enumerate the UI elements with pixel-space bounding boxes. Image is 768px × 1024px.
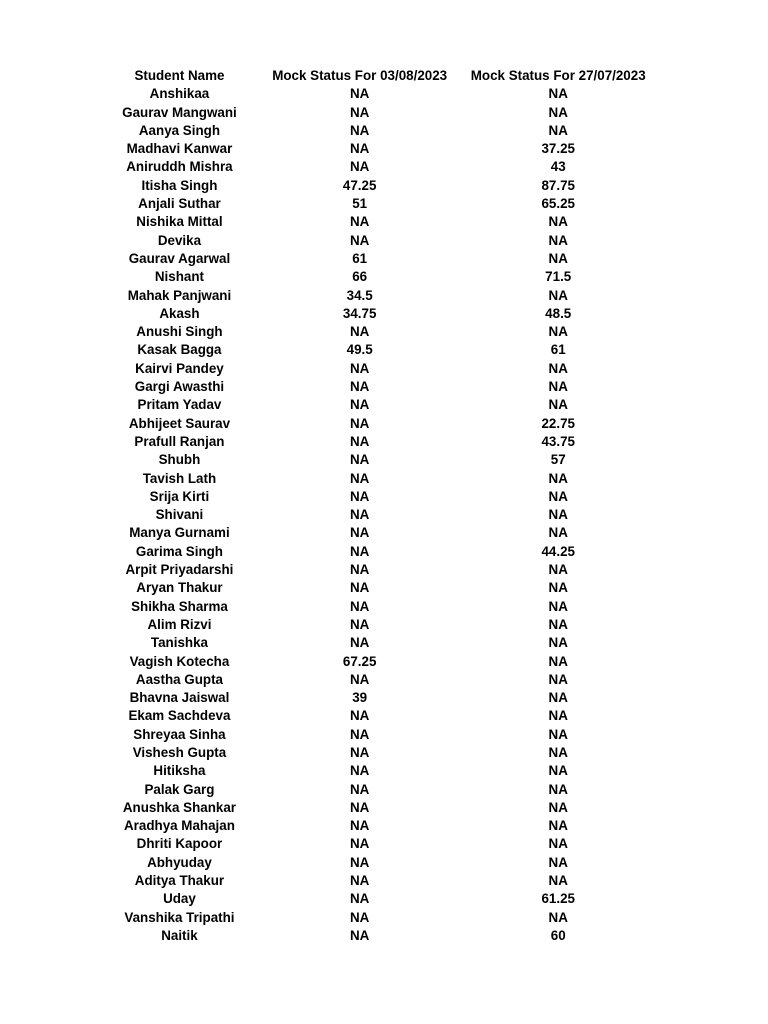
mock-status-27-07-2023-cell: NA bbox=[548, 763, 568, 779]
mock-status-27-07-2023-cell: NA bbox=[548, 799, 568, 815]
mock-status-03-08-2023-cell: 34.5 bbox=[346, 287, 373, 303]
student-name-cell: Dhriti Kapoor bbox=[136, 836, 223, 852]
mock-status-03-08-2023-cell: NA bbox=[349, 635, 370, 651]
student-name-cell: Shreyaa Sinha bbox=[133, 726, 226, 742]
table-row bbox=[98, 744, 658, 762]
table-row bbox=[98, 671, 658, 689]
table-row bbox=[98, 543, 658, 561]
table-body bbox=[98, 85, 658, 945]
header-student-name: Student Name bbox=[134, 68, 225, 83]
mock-status-27-07-2023-cell: NA bbox=[548, 122, 568, 138]
mock-status-03-08-2023-cell: NA bbox=[349, 379, 370, 395]
mock-status-27-07-2023-cell: 37.25 bbox=[541, 141, 575, 157]
table-row bbox=[98, 323, 658, 341]
mock-status-27-07-2023-cell: NA bbox=[548, 324, 568, 340]
student-name-cell: Palak Garg bbox=[144, 781, 215, 797]
student-name-cell: Vagish Kotecha bbox=[129, 653, 230, 669]
student-name-cell: Bhavna Jaiswal bbox=[129, 690, 230, 706]
mock-status-03-08-2023-cell: 66 bbox=[352, 269, 368, 285]
student-name-cell: Prafull Ranjan bbox=[134, 433, 225, 449]
mock-status-27-07-2023-cell: 61 bbox=[550, 342, 566, 358]
mock-status-03-08-2023-cell: NA bbox=[349, 360, 370, 376]
student-name-cell: Naitik bbox=[161, 927, 198, 943]
table-row bbox=[98, 598, 658, 616]
student-name-cell: Anjali Suthar bbox=[138, 196, 221, 212]
mock-status-03-08-2023-cell: NA bbox=[349, 799, 370, 815]
table-row bbox=[98, 817, 658, 835]
mock-status-27-07-2023-cell: 65.25 bbox=[541, 196, 575, 212]
table-row bbox=[98, 433, 658, 451]
table-row bbox=[98, 341, 658, 359]
table-row bbox=[98, 488, 658, 506]
mock-status-03-08-2023-cell: NA bbox=[349, 159, 370, 175]
mock-status-27-07-2023-cell: NA bbox=[548, 744, 568, 760]
mock-status-27-07-2023-cell: NA bbox=[548, 287, 568, 303]
table-row bbox=[98, 561, 658, 579]
table-row bbox=[98, 378, 658, 396]
mock-status-03-08-2023-cell: NA bbox=[349, 744, 370, 760]
table-row bbox=[98, 909, 658, 927]
mock-status-03-08-2023-cell: NA bbox=[349, 726, 370, 742]
table-row bbox=[98, 213, 658, 231]
student-name-cell: Vanshika Tripathi bbox=[124, 909, 235, 925]
mock-status-03-08-2023-cell: NA bbox=[349, 543, 370, 559]
table-row bbox=[98, 158, 658, 176]
mock-status-03-08-2023-cell: NA bbox=[349, 891, 370, 907]
mock-status-27-07-2023-cell: NA bbox=[548, 616, 568, 632]
mock-status-03-08-2023-cell: NA bbox=[349, 104, 370, 120]
table-row bbox=[98, 835, 658, 853]
mock-status-27-07-2023-cell: NA bbox=[548, 86, 568, 102]
mock-status-27-07-2023-cell: NA bbox=[548, 580, 568, 596]
student-name-cell: Anshikaa bbox=[149, 86, 210, 102]
mock-status-27-07-2023-cell: NA bbox=[548, 598, 568, 614]
mock-status-03-08-2023-cell: NA bbox=[349, 873, 370, 889]
mock-status-03-08-2023-cell: NA bbox=[349, 763, 370, 779]
mock-status-03-08-2023-cell: NA bbox=[349, 836, 370, 852]
table-row bbox=[98, 177, 658, 195]
mock-status-03-08-2023-cell: NA bbox=[349, 909, 370, 925]
mock-status-27-07-2023-cell: NA bbox=[548, 781, 568, 797]
student-name-cell: Garima Singh bbox=[135, 543, 223, 559]
table-row bbox=[98, 890, 658, 908]
table-row bbox=[98, 396, 658, 414]
mock-status-27-07-2023-cell: NA bbox=[548, 232, 568, 248]
table-row bbox=[98, 854, 658, 872]
mock-status-27-07-2023-cell: NA bbox=[548, 379, 568, 395]
mock-status-27-07-2023-cell: NA bbox=[548, 488, 568, 504]
table-row bbox=[98, 634, 658, 652]
table-row bbox=[98, 470, 658, 488]
student-name-cell: Mahak Panjwani bbox=[127, 287, 232, 303]
student-name-cell: Kairvi Pandey bbox=[135, 360, 224, 376]
student-name-cell: Arpit Priyadarshi bbox=[125, 562, 234, 578]
mock-status-27-07-2023-cell: NA bbox=[548, 836, 568, 852]
mock-status-03-08-2023-cell: NA bbox=[349, 580, 370, 596]
table-row bbox=[98, 232, 658, 250]
table-row bbox=[98, 140, 658, 158]
mock-status-27-07-2023-cell: NA bbox=[548, 360, 568, 376]
student-name-cell: Akash bbox=[159, 305, 200, 321]
mock-status-27-07-2023-cell: NA bbox=[548, 708, 568, 724]
mock-status-27-07-2023-cell: NA bbox=[548, 726, 568, 742]
mock-status-27-07-2023-cell: NA bbox=[548, 653, 568, 669]
mock-status-27-07-2023-cell: NA bbox=[548, 250, 568, 266]
mock-status-27-07-2023-cell: NA bbox=[548, 214, 568, 230]
mock-status-03-08-2023-cell: NA bbox=[349, 616, 370, 632]
mock-status-03-08-2023-cell: NA bbox=[349, 470, 370, 486]
mock-status-03-08-2023-cell: 61 bbox=[352, 250, 368, 266]
student-name-cell: Abhijeet Saurav bbox=[128, 415, 231, 431]
mock-status-03-08-2023-cell: NA bbox=[349, 397, 370, 413]
mock-status-03-08-2023-cell: NA bbox=[349, 232, 370, 248]
mock-status-03-08-2023-cell: NA bbox=[349, 818, 370, 834]
header-mock-status-27-07-2023: Mock Status For 27/07/2023 bbox=[470, 68, 646, 83]
student-name-cell: Itisha Singh bbox=[141, 177, 218, 193]
mock-status-27-07-2023-cell: 43 bbox=[550, 159, 566, 175]
mock-status-03-08-2023-cell: NA bbox=[349, 214, 370, 230]
mock-status-27-07-2023-cell: NA bbox=[548, 873, 568, 889]
header-mock-status-03-08-2023: Mock Status For 03/08/2023 bbox=[272, 68, 448, 83]
mock-status-table bbox=[98, 67, 658, 945]
table-row bbox=[98, 104, 658, 122]
mock-status-03-08-2023-cell: NA bbox=[349, 671, 370, 687]
mock-status-27-07-2023-cell: NA bbox=[548, 507, 568, 523]
mock-status-sheet bbox=[98, 67, 658, 945]
mock-status-27-07-2023-cell: NA bbox=[548, 909, 568, 925]
student-name-cell: Aditya Thakur bbox=[134, 873, 225, 889]
student-name-cell: Gaurav Agarwal bbox=[128, 250, 231, 266]
mock-status-03-08-2023-cell: NA bbox=[349, 781, 370, 797]
mock-status-03-08-2023-cell: NA bbox=[349, 488, 370, 504]
mock-status-03-08-2023-cell: NA bbox=[349, 562, 370, 578]
student-name-cell: Vishesh Gupta bbox=[132, 744, 227, 760]
student-name-cell: Shikha Sharma bbox=[131, 598, 228, 614]
mock-status-27-07-2023-cell: 87.75 bbox=[541, 177, 575, 193]
student-name-cell: Aanya Singh bbox=[138, 122, 220, 138]
student-name-cell: Anushi Singh bbox=[136, 324, 223, 340]
student-name-cell: Hitiksha bbox=[153, 763, 206, 779]
mock-status-03-08-2023-cell: NA bbox=[349, 141, 370, 157]
mock-status-27-07-2023-cell: NA bbox=[548, 635, 568, 651]
student-name-cell: Abhyuday bbox=[147, 854, 212, 870]
mock-status-27-07-2023-cell: NA bbox=[548, 690, 568, 706]
mock-status-27-07-2023-cell: NA bbox=[548, 470, 568, 486]
student-name-cell: Kasak Bagga bbox=[137, 342, 222, 358]
mock-status-03-08-2023-cell: NA bbox=[349, 598, 370, 614]
table-row bbox=[98, 781, 658, 799]
student-name-cell: Nishant bbox=[154, 269, 204, 285]
mock-status-27-07-2023-cell: 61.25 bbox=[541, 891, 575, 907]
mock-status-03-08-2023-cell: 39 bbox=[352, 690, 368, 706]
mock-status-03-08-2023-cell: NA bbox=[349, 525, 370, 541]
mock-status-03-08-2023-cell: NA bbox=[349, 854, 370, 870]
table-row bbox=[98, 250, 658, 268]
mock-status-03-08-2023-cell: NA bbox=[349, 452, 370, 468]
table-row bbox=[98, 85, 658, 103]
table-row bbox=[98, 726, 658, 744]
student-name-cell: Gargi Awasthi bbox=[134, 379, 225, 395]
mock-status-27-07-2023-cell: NA bbox=[548, 671, 568, 687]
mock-status-03-08-2023-cell: NA bbox=[349, 507, 370, 523]
student-name-cell: Anushka Shankar bbox=[122, 799, 237, 815]
student-name-cell: Alim Rizvi bbox=[147, 616, 212, 632]
student-name-cell: Aryan Thakur bbox=[136, 580, 223, 596]
mock-status-03-08-2023-cell: NA bbox=[349, 324, 370, 340]
mock-status-27-07-2023-cell: 48.5 bbox=[545, 305, 572, 321]
student-name-cell: Shubh bbox=[158, 452, 201, 468]
student-name-cell: Aniruddh Mishra bbox=[126, 159, 233, 175]
mock-status-27-07-2023-cell: 57 bbox=[550, 452, 566, 468]
student-name-cell: Devika bbox=[157, 232, 202, 248]
student-name-cell: Tanishka bbox=[150, 635, 208, 651]
mock-status-27-07-2023-cell: NA bbox=[548, 818, 568, 834]
mock-status-03-08-2023-cell: NA bbox=[349, 122, 370, 138]
table-row bbox=[98, 122, 658, 140]
table-row bbox=[98, 506, 658, 524]
mock-status-27-07-2023-cell: 60 bbox=[550, 927, 566, 943]
table-row bbox=[98, 799, 658, 817]
table-row bbox=[98, 579, 658, 597]
mock-status-27-07-2023-cell: NA bbox=[548, 562, 568, 578]
table-row bbox=[98, 268, 658, 286]
mock-status-27-07-2023-cell: NA bbox=[548, 854, 568, 870]
student-name-cell: Tavish Lath bbox=[142, 470, 217, 486]
mock-status-27-07-2023-cell: 43.75 bbox=[541, 433, 575, 449]
table-row bbox=[98, 451, 658, 469]
student-name-cell: Aastha Gupta bbox=[135, 671, 223, 687]
mock-status-03-08-2023-cell: NA bbox=[349, 433, 370, 449]
student-name-cell: Madhavi Kanwar bbox=[126, 141, 233, 157]
student-name-cell: Manya Gurnami bbox=[129, 525, 230, 541]
table-row bbox=[98, 524, 658, 542]
table-row bbox=[98, 305, 658, 323]
mock-status-03-08-2023-cell: 49.5 bbox=[346, 342, 373, 358]
mock-status-03-08-2023-cell: NA bbox=[349, 86, 370, 102]
table-row bbox=[98, 707, 658, 725]
mock-status-03-08-2023-cell: 67.25 bbox=[342, 653, 377, 669]
table-row bbox=[98, 872, 658, 890]
table-row bbox=[98, 689, 658, 707]
mock-status-27-07-2023-cell: 44.25 bbox=[541, 543, 575, 559]
mock-status-03-08-2023-cell: 51 bbox=[352, 196, 368, 212]
student-name-cell: Uday bbox=[163, 891, 196, 907]
table-row bbox=[98, 415, 658, 433]
student-name-cell: Ekam Sachdeva bbox=[128, 708, 231, 724]
mock-status-27-07-2023-cell: 22.75 bbox=[541, 415, 575, 431]
mock-status-27-07-2023-cell: NA bbox=[548, 397, 568, 413]
mock-status-03-08-2023-cell: NA bbox=[349, 708, 370, 724]
mock-status-03-08-2023-cell: 34.75 bbox=[342, 305, 377, 321]
student-name-cell: Gaurav Mangwani bbox=[122, 104, 237, 120]
student-name-cell: Pritam Yadav bbox=[137, 397, 222, 413]
table-row bbox=[98, 653, 658, 671]
table-row bbox=[98, 927, 658, 945]
table-row bbox=[98, 360, 658, 378]
table-row bbox=[98, 762, 658, 780]
student-name-cell: Shivani bbox=[155, 507, 204, 523]
mock-status-03-08-2023-cell: 47.25 bbox=[342, 177, 377, 193]
student-name-cell: Nishika Mittal bbox=[136, 214, 223, 230]
table-row bbox=[98, 287, 658, 305]
table-row bbox=[98, 616, 658, 634]
mock-status-03-08-2023-cell: NA bbox=[349, 415, 370, 431]
mock-status-03-08-2023-cell: NA bbox=[349, 927, 370, 943]
mock-status-27-07-2023-cell: NA bbox=[548, 104, 568, 120]
mock-status-27-07-2023-cell: 71.5 bbox=[545, 269, 572, 285]
table-header-row bbox=[98, 67, 658, 85]
mock-status-27-07-2023-cell: NA bbox=[548, 525, 568, 541]
student-name-cell: Srija Kirti bbox=[149, 488, 210, 504]
student-name-cell: Aradhya Mahajan bbox=[124, 818, 235, 834]
table-row bbox=[98, 195, 658, 213]
